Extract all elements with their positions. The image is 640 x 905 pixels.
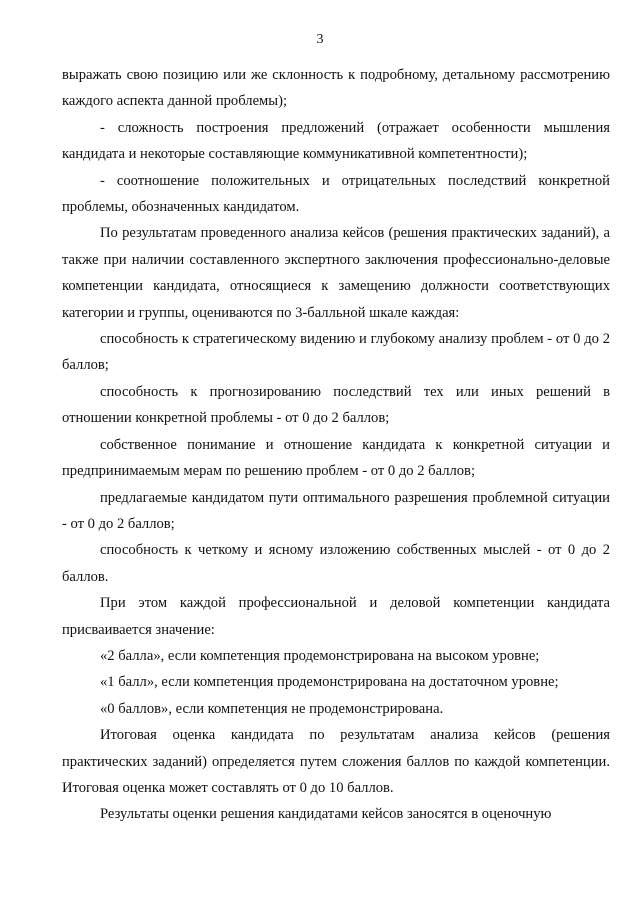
list-item-score-1: «1 балл», если компетенция продемонстрирована на достаточном уровне; — [100, 674, 559, 691]
list-item-resolution-paths: предлагаемые кандидатом пути оптимального разрешения проблемной ситуации - от 0 до 2 баллов; — [62, 489, 610, 532]
paragraph-value-assignment: При этом каждой профессиональной и деловой компетенции кандидата присваивается значение: — [62, 595, 610, 638]
paragraph-final-score: Итоговая оценка кандидата по результатам анализа кейсов (решения практических заданий) определяется путем сложения баллов по каждой компетенции. Итоговая оценка может составлять от 0 до 10 баллов. — [62, 727, 610, 796]
paragraph-assessment-intro: По результатам проведенного анализа кейсов (решения практических заданий), а также при наличии составленного экспертного заключения профессионально-деловые компетенции кандидата, относящиеся к замещению должности соответствующих категории и группы, оцениваются по 3-балльной шкале каждая: — [62, 225, 610, 321]
paragraph-continuation: выражать свою позицию или же склонность к подробному, детальному рассмотрению каждого аспекта данной проблемы); — [62, 67, 610, 110]
page-number: 3 — [316, 32, 324, 47]
document-body — [62, 62, 610, 828]
list-item-clear-expression: способность к четкому и ясному изложению собственных мыслей - от 0 до 2 баллов. — [62, 542, 610, 585]
list-item-strategic-vision: способность к стратегическому видению и глубокому анализу проблем - от 0 до 2 баллов; — [62, 331, 610, 374]
list-item-score-0: «0 баллов», если компетенция не продемонстрирована. — [100, 700, 444, 717]
list-item-understanding: собственное понимание и отношение кандидата к конкретной ситуации и предпринимаемым мерам по решению проблем - от 0 до 2 баллов; — [62, 436, 610, 480]
list-item-forecasting: способность к прогнозированию последствий тех или иных решений в отношении конкретной проблемы - от 0 до 2 баллов; — [62, 383, 610, 427]
list-item-consequences-ratio: - соотношение положительных и отрицательных последствий конкретной проблемы, обозначенных кандидатом. — [62, 172, 610, 216]
list-item-sentence-complexity: - сложность построения предложений (отражает особенности мышления кандидата и некоторые составляющие коммуникативной компетентности); — [62, 119, 610, 163]
paragraph-results-recording: Результаты оценки решения кандидатами кейсов заносятся в оценочную — [100, 806, 552, 823]
list-item-score-2: «2 балла», если компетенция продемонстрирована на высоком уровне; — [100, 647, 540, 664]
